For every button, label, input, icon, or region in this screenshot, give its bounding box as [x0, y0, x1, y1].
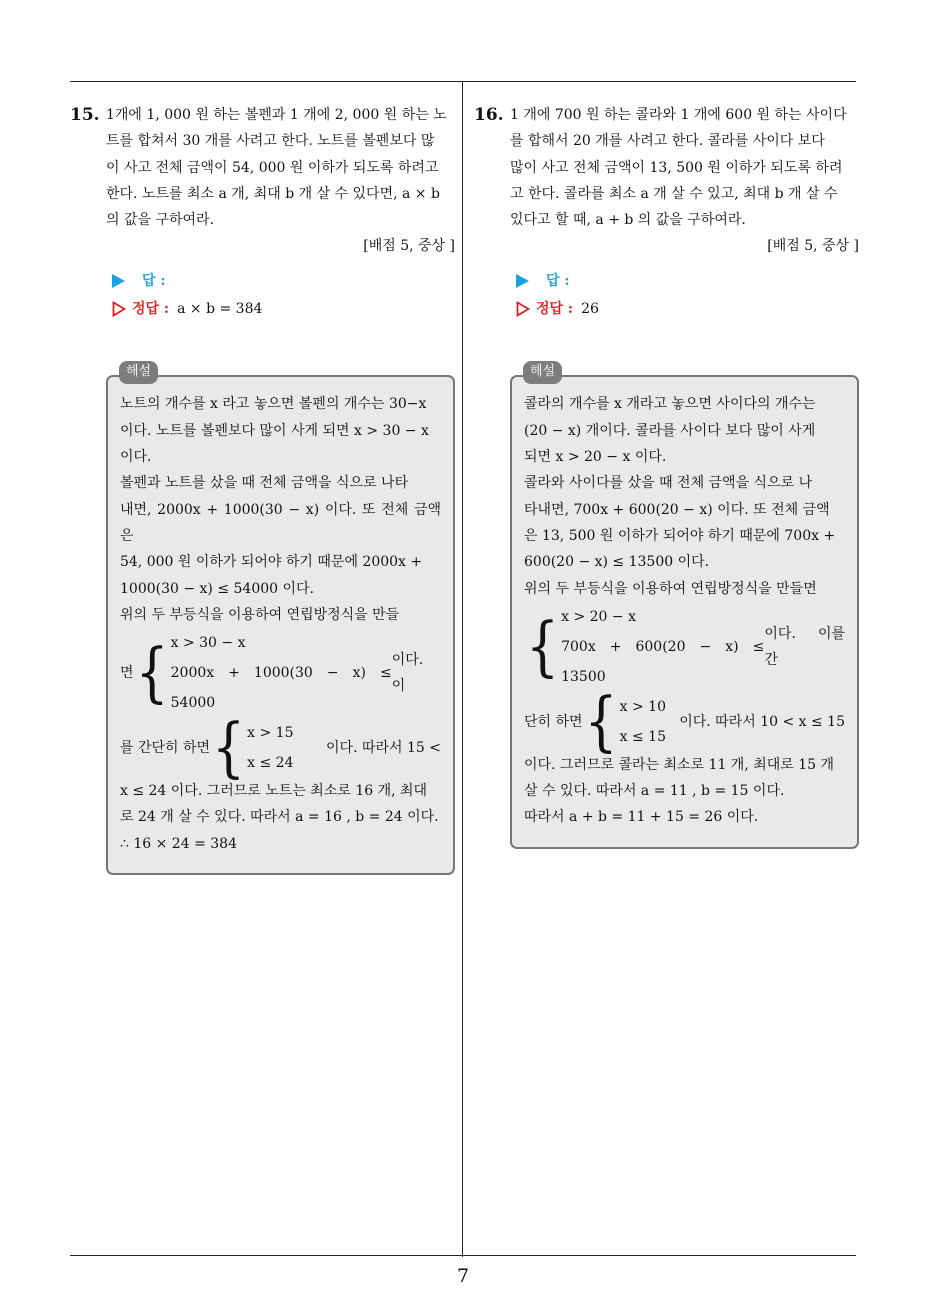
correct-answer-label: 정답 :	[536, 301, 574, 318]
question-15-number: 15.	[70, 105, 100, 125]
answer-label: 답 :	[142, 273, 166, 290]
system-suffix: 이다. 따라서 15 <	[326, 740, 441, 756]
explanation-line: 콜라의 개수를 x 개라고 놓으면 사이다의 개수는	[524, 396, 816, 413]
question-15-score: [배점 5, 중상 ]	[363, 238, 455, 255]
system-prefix: 단히 하면	[524, 713, 583, 730]
question-line: 의 값을 구하여라.	[106, 212, 215, 229]
explanation-line: (20 − x) 개이다. 콜라를 사이다 보다 많이 사게	[524, 422, 816, 439]
explanation-line: 은 13, 500 원 이하가 되어야 하기 때문에 700x +	[524, 527, 836, 544]
bottom-rule	[70, 1255, 856, 1256]
equation-system	[120, 710, 441, 786]
question-16-text	[510, 102, 859, 233]
explanation-line: 이다. 그러므로 콜라는 최소로 11 개, 최대로 15 개	[524, 756, 835, 773]
answer-label: 답 :	[546, 273, 570, 290]
answer-triangle-icon	[516, 274, 529, 288]
explanation-line: 로 24 개 살 수 있다. 따라서 a = 16 , b = 24 이다.	[120, 809, 439, 826]
question-16-number: 16.	[474, 105, 504, 125]
explanation-line: x ≤ 24 이다. 그러므로 노트는 최소로 16 개, 최대	[120, 783, 428, 800]
question-line: 이 사고 전체 금액이 54, 000 원 이하가 되도록 하려고	[106, 159, 439, 176]
explanation-15	[106, 364, 455, 875]
explanation-line: ∴ 16 × 24 = 384	[120, 835, 237, 852]
system-case: x > 20 − x	[561, 608, 636, 625]
question-16	[474, 102, 859, 849]
explanation-16	[510, 364, 859, 848]
explanation-line: 되면 x > 20 − x 이다.	[524, 449, 667, 466]
question-15-answer	[70, 267, 455, 323]
explanation-line: 1000(30 − x) ≤ 54000 이다.	[120, 580, 315, 597]
question-line: 있다고 할 때, a + b 의 값을 구하여라.	[510, 212, 746, 229]
question-line: 트를 합쳐서 30 개를 사려고 한다. 노트를 볼펜보다 많	[106, 133, 435, 150]
left-brace-icon: {	[212, 710, 246, 786]
explanation-line: 볼펜과 노트를 샀을 때 전체 금액을 식으로 나타	[120, 475, 409, 492]
explanation-line: 노트의 개수를 x 라고 놓으면 볼펜의 개수는 30−x	[120, 396, 427, 413]
question-line: 1 개에 700 원 하는 콜라와 1 개에 600 원 하는 사이다	[510, 107, 847, 123]
question-15-text	[106, 102, 455, 233]
system-suffix: 이다. 이	[391, 651, 424, 695]
explanation-line: 이다. 노트를 볼펜보다 많이 사게 되면 x > 30 − x	[120, 422, 429, 439]
equation-system	[524, 602, 845, 692]
column-divider	[462, 82, 463, 1257]
system-case: x > 15	[247, 725, 294, 742]
system-prefix: 를 간단히 하면	[120, 740, 211, 756]
correct-answer-value: 26	[581, 301, 599, 318]
page-number: 7	[456, 1265, 470, 1287]
correct-triangle-icon	[112, 301, 126, 317]
system-case: x > 30 − x	[170, 635, 246, 652]
explanation-line: 600(20 − x) ≤ 13500 이다.	[524, 554, 710, 571]
explanation-tag: 해설	[523, 361, 562, 384]
system-case: 700x + 600(20 − x) ≤ 13500	[561, 638, 765, 685]
system-case: 2000x + 1000(30 − x) ≤ 54000	[170, 665, 392, 712]
question-line: 를 합해서 20 개를 사려고 한다. 콜라를 사이다 보다	[510, 133, 825, 150]
explanation-line: 위의 두 부등식을 이용하여 연립방정식을 만들면	[524, 580, 817, 597]
explanation-box	[106, 375, 455, 875]
explanation-line: 따라서 a + b = 11 + 15 = 26 이다.	[524, 809, 759, 826]
question-line: 고 한다. 콜라를 최소 a 개 살 수 있고, 최대 b 개 살 수	[510, 185, 838, 202]
system-suffix: 이다. 따라서 10 < x ≤ 15	[679, 713, 845, 730]
system-case: x ≤ 24	[247, 755, 294, 772]
left-brace-icon: {	[526, 609, 560, 685]
answer-triangle-icon	[112, 274, 125, 288]
left-brace-icon: {	[135, 635, 169, 711]
left-brace-icon: {	[584, 684, 618, 760]
explanation-tag: 해설	[119, 361, 158, 384]
question-16-score: [배점 5, 중상 ]	[767, 238, 859, 255]
question-line: 많이 사고 전체 금액이 13, 500 원 이하가 되도록 하려	[510, 159, 843, 176]
system-case: x > 10	[619, 698, 666, 715]
equation-system	[524, 684, 845, 760]
explanation-line: 콜라와 사이다를 샀을 때 전체 금액을 식으로 나	[524, 475, 813, 492]
explanation-line: 54, 000 원 이하가 되어야 하기 때문에 2000x +	[120, 554, 423, 571]
correct-answer-label: 정답 :	[132, 301, 170, 318]
question-line: 1개에 1, 000 원 하는 볼펜과 1 개에 2, 000 원 하는 노	[106, 107, 447, 123]
question-15	[70, 102, 455, 875]
question-line: 한다. 노트를 최소 a 개, 최대 b 개 살 수 있다면, a × b	[106, 185, 440, 202]
system-case: x ≤ 15	[619, 728, 666, 745]
equation-system	[120, 628, 441, 718]
correct-triangle-icon	[516, 301, 530, 317]
explanation-line: 타내면, 700x + 600(20 − x) 이다. 또 전체 금액	[524, 501, 830, 518]
explanation-line: 내면, 2000x + 1000(30 − x) 이다. 또 전체 금액은	[120, 501, 441, 544]
explanation-line: 위의 두 부등식을 이용하여 연립방정식을 만들	[120, 606, 400, 623]
correct-answer-value: a × b = 384	[177, 301, 263, 318]
system-suffix: 이다. 이를 간	[764, 625, 845, 668]
explanation-line: 살 수 있다. 따라서 a = 11 , b = 15 이다.	[524, 783, 785, 800]
question-16-answer	[474, 267, 859, 323]
question-15-body	[70, 102, 455, 259]
explanation-box	[510, 375, 859, 848]
system-prefix: 면	[120, 665, 134, 681]
explanation-line: 이다.	[120, 449, 152, 466]
top-rule	[70, 81, 856, 82]
question-16-body	[474, 102, 859, 259]
